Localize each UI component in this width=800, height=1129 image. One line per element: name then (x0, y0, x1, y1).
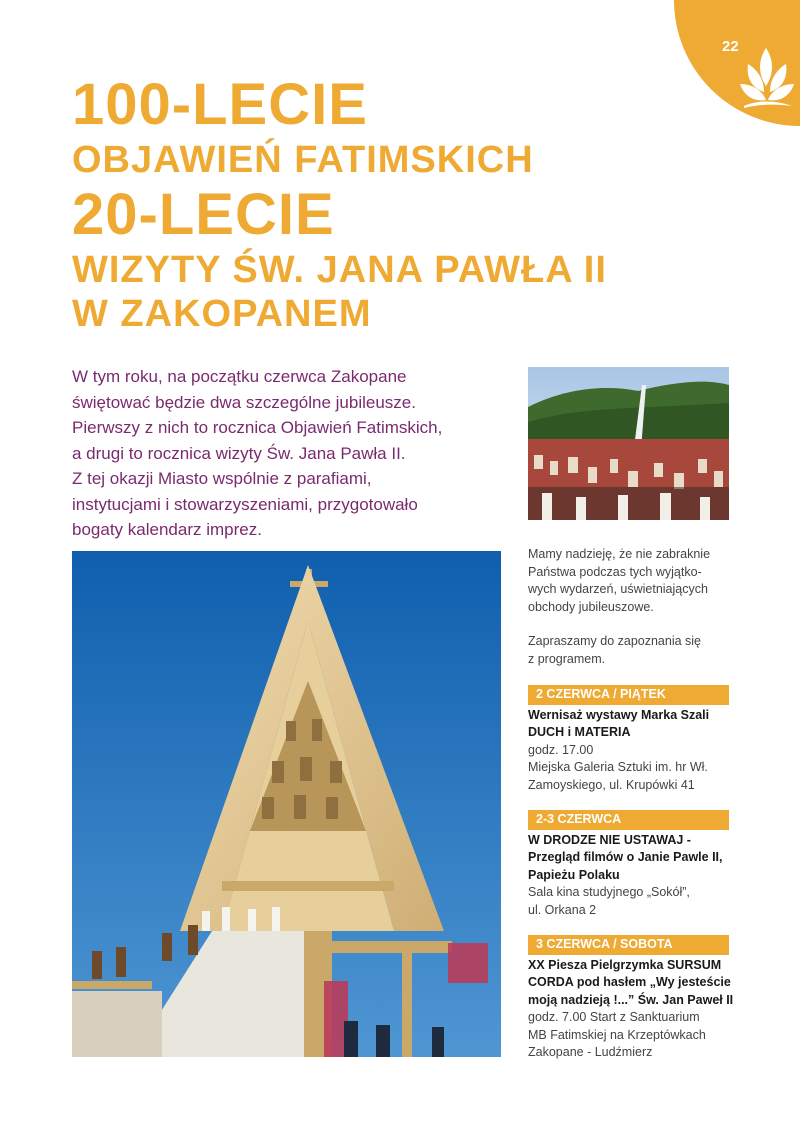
intro-line: bogaty kalendarz imprez. (72, 520, 262, 539)
event-date-bar: 2 CZERWCA / PIĄTEK (528, 685, 729, 705)
event-detail: godz. 17.00 (528, 742, 594, 757)
event-item (528, 685, 738, 794)
event-detail: Miejska Galeria Sztuki im. hr Wł. (528, 760, 708, 774)
event-title: W DRODZE NIE USTAWAJ - (528, 832, 691, 847)
sidebar-column (528, 546, 738, 1062)
event-date-bar: 2-3 CZERWCA (528, 810, 729, 830)
event-detail: Zamoyskiego, ul. Krupówki 41 (528, 777, 695, 792)
headline (72, 72, 607, 336)
event-title: XX Piesza Pielgrzymka SURSUM (528, 957, 722, 972)
event-item (528, 810, 738, 919)
text-line: z programem. (528, 651, 606, 666)
text-line: wych wydarzeń, uświetniających (528, 582, 708, 596)
ski-jump-crowd-photo (528, 367, 729, 520)
event-detail: ul. Orkana 2 (528, 902, 597, 917)
headline-line-3: 20-LECIE (72, 182, 335, 247)
intro-line: Pierwszy z nich to rocznica Objawień Fatimskich, (72, 418, 443, 437)
headline-line-2: OBJAWIEŃ FATIMSKICH (72, 139, 534, 181)
intro-line: a drugi to rocznica wizyty Św. Jana Pawła II. (72, 443, 406, 463)
text-line: obchody jubileuszowe. (528, 599, 654, 614)
program-paragraph (528, 633, 738, 668)
event-title: CORDA pod hasłem „Wy jesteście (528, 975, 731, 989)
intro-line: świętować będzie dwa szczególne jubileusze. (72, 392, 416, 412)
text-line: Zapraszamy do zapoznania się (528, 634, 702, 648)
page-number: 22 (722, 38, 739, 55)
invitation-paragraph (528, 546, 738, 616)
event-detail: Zakopane - Ludźmierz (528, 1045, 653, 1059)
event-title: Przegląd filmów o Janie Pawle II, (528, 850, 723, 864)
page-corner-badge (674, 0, 800, 126)
text-line: Mamy nadzieję, że nie zabraknie (528, 547, 711, 561)
intro-line: W tym roku, na początku czerwca Zakopane (72, 367, 407, 386)
text-line: Państwa podczas tych wyjątko- (528, 564, 702, 579)
intro-line: instytucjami i stowarzyszeniami, przygotowało (72, 494, 418, 514)
event-detail: MB Fatimskiej na Krzeptówkach (528, 1027, 706, 1042)
event-detail: godz. 7.00 Start z Sanktuarium (528, 1010, 700, 1024)
headline-line-1: 100-LECIE (72, 72, 368, 137)
intro-line: Z tej okazji Miasto wspólnie z parafiami, (72, 469, 372, 488)
intro-paragraph (72, 364, 512, 543)
event-title: DUCH i MATERIA (528, 725, 631, 739)
event-detail: Sala kina studyjnego „Sokół”, (528, 885, 690, 899)
event-date-bar: 3 CZERWCA / SOBOTA (528, 935, 729, 955)
wheat-icon (736, 38, 800, 118)
event-title: Papieżu Polaku (528, 867, 620, 882)
event-item (528, 935, 738, 1062)
event-title: Wernisaż wystawy Marka Szali (528, 707, 710, 722)
event-title: moją nadzieją !...” Św. Jan Paweł II (528, 992, 734, 1007)
wooden-altar-photo (72, 551, 501, 1057)
headline-line-4: WIZYTY ŚW. JANA PAWŁA II (72, 249, 607, 291)
headline-line-5: W ZAKOPANEM (72, 293, 372, 335)
